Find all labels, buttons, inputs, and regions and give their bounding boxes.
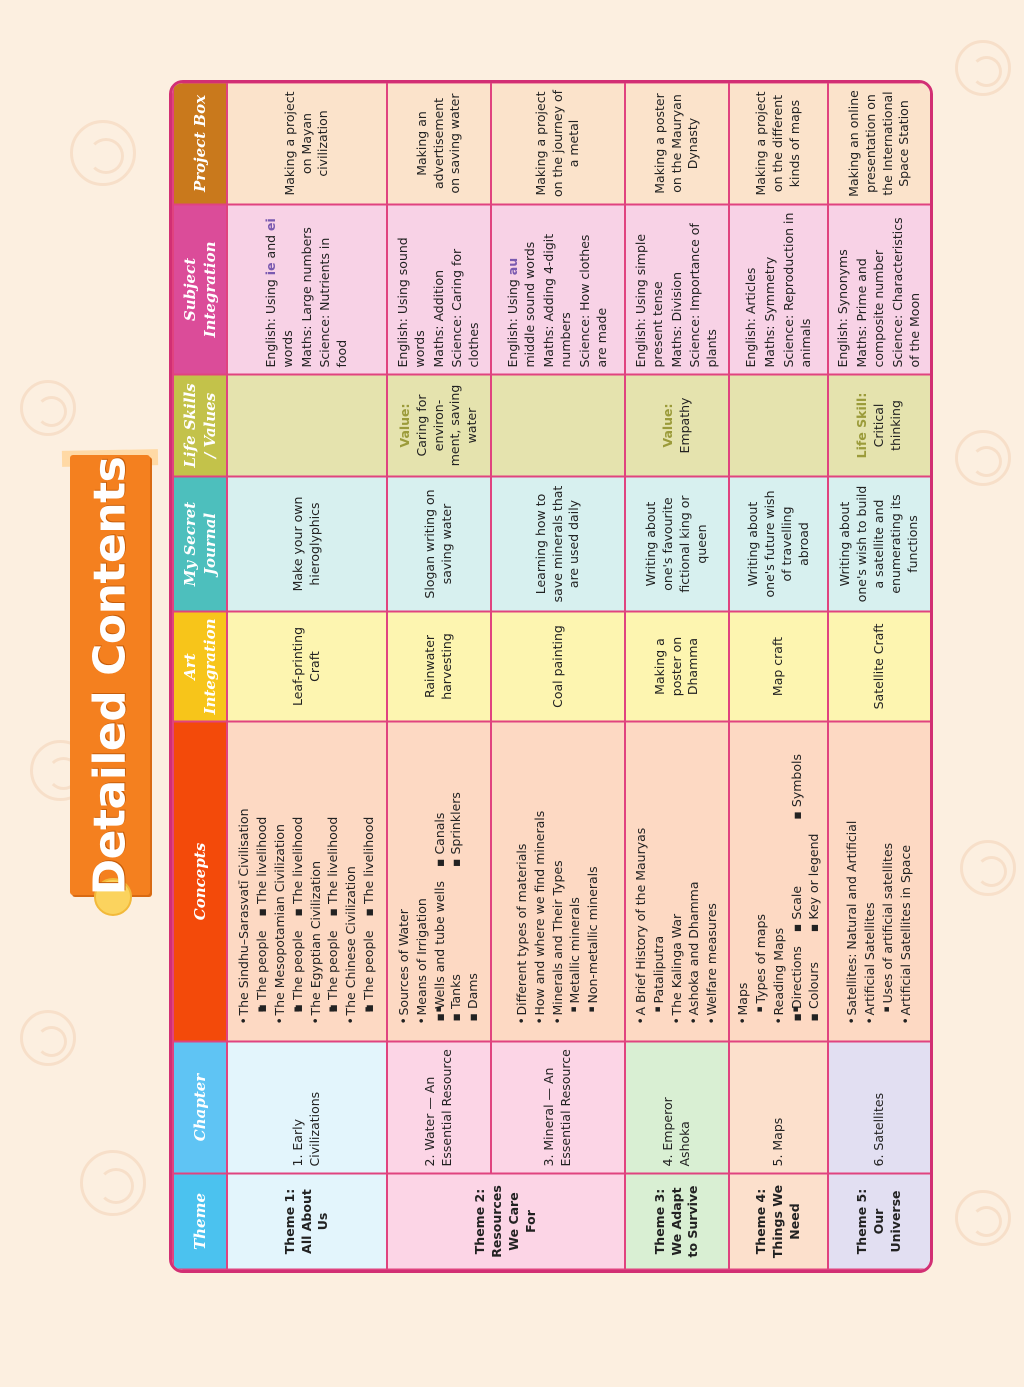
value-label: Value: [396,402,412,448]
concept-subitem: ▪ Types of maps [753,728,770,1012]
art-integration-cell: Coal painting [491,611,625,721]
concepts-cell [828,721,930,1041]
concept-subitem: ▪ Uses of artificial satellites [880,728,897,1012]
concept-item: • How and where we find minerals [532,728,549,1024]
background-swirl [80,1150,146,1216]
header-life-skills: Life Skills / Values [173,374,227,476]
page-title: Detailed Contents [84,456,136,896]
art-integration-cell: Leaf-printing Craft [227,611,387,721]
background-swirl [20,380,76,436]
subject-integration-cell [227,204,387,374]
concepts-cell [729,721,828,1041]
table-row [828,82,930,1269]
table-row [387,82,491,1269]
concept-subitems: ▪ ▪ The people ▪ The livelihood [290,728,307,1012]
art-integration-cell: Map craft [729,611,828,721]
theme-cell: Theme 5: Our Universe [828,1173,930,1269]
life-skills-cell [227,374,387,476]
background-swirl [955,40,1011,96]
subject-english: English: Synonyms [835,248,851,367]
life-skills-cell [729,374,828,476]
life-skills-cell [491,374,625,476]
life-skill-label: Life Skill: [854,392,870,458]
concept-item: • The Egyptian Civilization [308,728,325,1024]
life-skills-cell [828,374,930,476]
subject-maths: Maths: Adding 4-digit numbers [541,233,573,367]
journal-cell: Make your own hieroglyphics [227,476,387,611]
concept-item: • Maps [735,728,752,1024]
journal-cell: Writing about one's wish to build a satellite and enumerating its functions [828,476,930,611]
header-project-box: Project Box [173,82,227,204]
concepts-cell [491,721,625,1041]
concept-subitems: ▪ ▪ The people ▪ The livelihood [325,728,342,1012]
life-skills-cell [387,374,491,476]
concepts-cell [625,721,729,1041]
project-box-cell: Making a project on the different kinds of maps [729,82,828,204]
concept-item: • The Sindhu–Sarasvatī Civilisation [236,728,253,1024]
journal-cell: Slogan writing on saving water [387,476,491,611]
subject-maths: Maths: Large numbers [298,226,314,367]
value-text: Empathy [677,397,692,453]
theme-cell: Theme 2: Resources We Care For [387,1173,625,1269]
table-row [227,82,387,1269]
concept-item: • Means of Irrigation [414,728,431,1024]
concepts-cell [227,721,387,1041]
subject-english: English: Using ie and ei words [262,217,295,367]
subject-english: English: Using simple present tense [632,233,665,367]
subject-integration-cell [625,204,729,374]
subject-english: English: Articles [742,267,758,367]
concept-item: • Different types of materials [514,728,531,1024]
chapter-cell: 5. Maps [729,1041,828,1173]
subject-science: Science: Importance of plants [687,222,720,367]
background-swirl [960,840,1016,896]
concept-subitems: ▪ ▪ Directions ▪ Colours ▪ Scale ▪ Key or legend ▪ Symbols [789,728,823,1012]
background-swirl [20,1010,76,1066]
art-integration-cell: Making a poster on Dhamma [625,611,729,721]
concept-item: • Sources of Water [396,728,413,1024]
journal-cell: Learning how to save minerals that are used daily [491,476,625,611]
background-swirl [955,1190,1011,1246]
subject-maths: Maths: Prime and composite number [854,249,887,367]
table-row [729,82,828,1269]
theme-cell: Theme 4: Things We Need [729,1173,828,1269]
life-skill-text: Critical thinking [871,399,903,451]
concept-subitem: ▪ Metallic minerals [567,728,584,1012]
subject-integration-cell [387,204,491,374]
background-swirl [955,430,1011,486]
chapter-cell: 6. Satellites [828,1041,930,1173]
concept-subitems: ▪ ▪ Wells and tube wells ▪ Tanks ▪ Dams ▪ Canals ▪ Sprinklers [432,728,483,1012]
project-box-cell: Making an advertisement on saving water [387,82,491,204]
art-integration-cell: Satellite Craft [828,611,930,721]
subject-science: Science: Nutrients in food [317,237,350,367]
theme-cell: Theme 3: We Adapt to Survive [625,1173,729,1269]
contents-table [169,80,933,1273]
chapter-cell: 4. Emperor Ashoka [625,1041,729,1173]
subject-maths: Maths: Addition [430,269,446,367]
concept-item: • Reading Maps [771,728,788,1024]
life-skills-cell [625,374,729,476]
concept-item: • Ashoka and Dhamma [686,728,703,1024]
concept-item: • The Chinese Civilization [343,728,360,1024]
subject-science: Science: How clothes are made [576,234,609,367]
chapter-cell: 2. Water — An Essential Resource [387,1041,491,1173]
header-concepts: Concepts [173,721,227,1041]
project-box-cell: Making a project on the journey of a metal [491,82,625,204]
header-chapter: Chapter [173,1041,227,1173]
concept-subitems: ▪ ▪ The people ▪ The livelihood [254,728,271,1012]
table-row [491,82,625,1269]
table-row [625,82,729,1269]
art-integration-cell: Rainwater harvesting [387,611,491,721]
subject-integration-cell [828,204,930,374]
subject-english: English: Using sound words [394,236,427,367]
concept-subitem: ▪ Non-metallic minerals [585,728,602,1012]
header-theme: Theme [173,1173,227,1269]
concept-item: • Artificial Satellites [862,728,879,1024]
subject-integration-cell [491,204,625,374]
subject-maths: Maths: Symmetry [761,256,777,367]
project-box-cell: Making a poster on the Mauryan Dynasty [625,82,729,204]
concept-item: • The Mesopotamian Civilization [272,728,289,1024]
subject-maths: Maths: Division [668,271,684,367]
subject-science: Science: Characteristics of the Moon [890,216,922,367]
concept-item: • Satellites: Natural and Artificial [844,728,861,1024]
header-secret-journal: My Secret Journal [173,476,227,611]
background-swirl [70,120,136,186]
concept-item: • Minerals and Their Types [550,728,567,1024]
subject-science: Science: Reproduction in animals [780,212,813,367]
concepts-cell [387,721,491,1041]
concept-item: • Artificial Satellites in Space [898,728,915,1024]
subject-integration-cell [729,204,828,374]
project-box-cell: Making an online presentation on the International Space Station [828,82,930,204]
concept-item: • The Kalinga War [669,728,686,1024]
concept-subitem: ▪ Pataliputra [651,728,668,1012]
concept-subitems: ▪ ▪ The people ▪ The livelihood [361,728,378,1012]
theme-cell: Theme 1: All About Us [227,1173,387,1269]
header-row [173,82,227,1269]
chapter-cell: 3. Mineral — An Essential Resource [491,1041,625,1173]
chapter-cell: 1. Early Civilizations [227,1041,387,1173]
value-text: Caring for environ-ment, saving water [413,384,480,466]
subject-english: English: Using au middle sound words [505,241,538,367]
concept-item: • Welfare measures [704,728,721,1024]
concept-item: • A Brief History of the Mauryas [633,728,650,1024]
header-subject-integration: Subject Integration [173,204,227,374]
journal-cell: Writing about one's favourite fictional king or queen [625,476,729,611]
subject-science: Science: Caring for clothes [449,248,482,367]
value-label: Value: [660,402,676,448]
journal-cell: Writing about one's future wish of travelling abroad [729,476,828,611]
header-art-integration: Art Integration [173,611,227,721]
project-box-cell: Making a project on Mayan civilization [227,82,387,204]
